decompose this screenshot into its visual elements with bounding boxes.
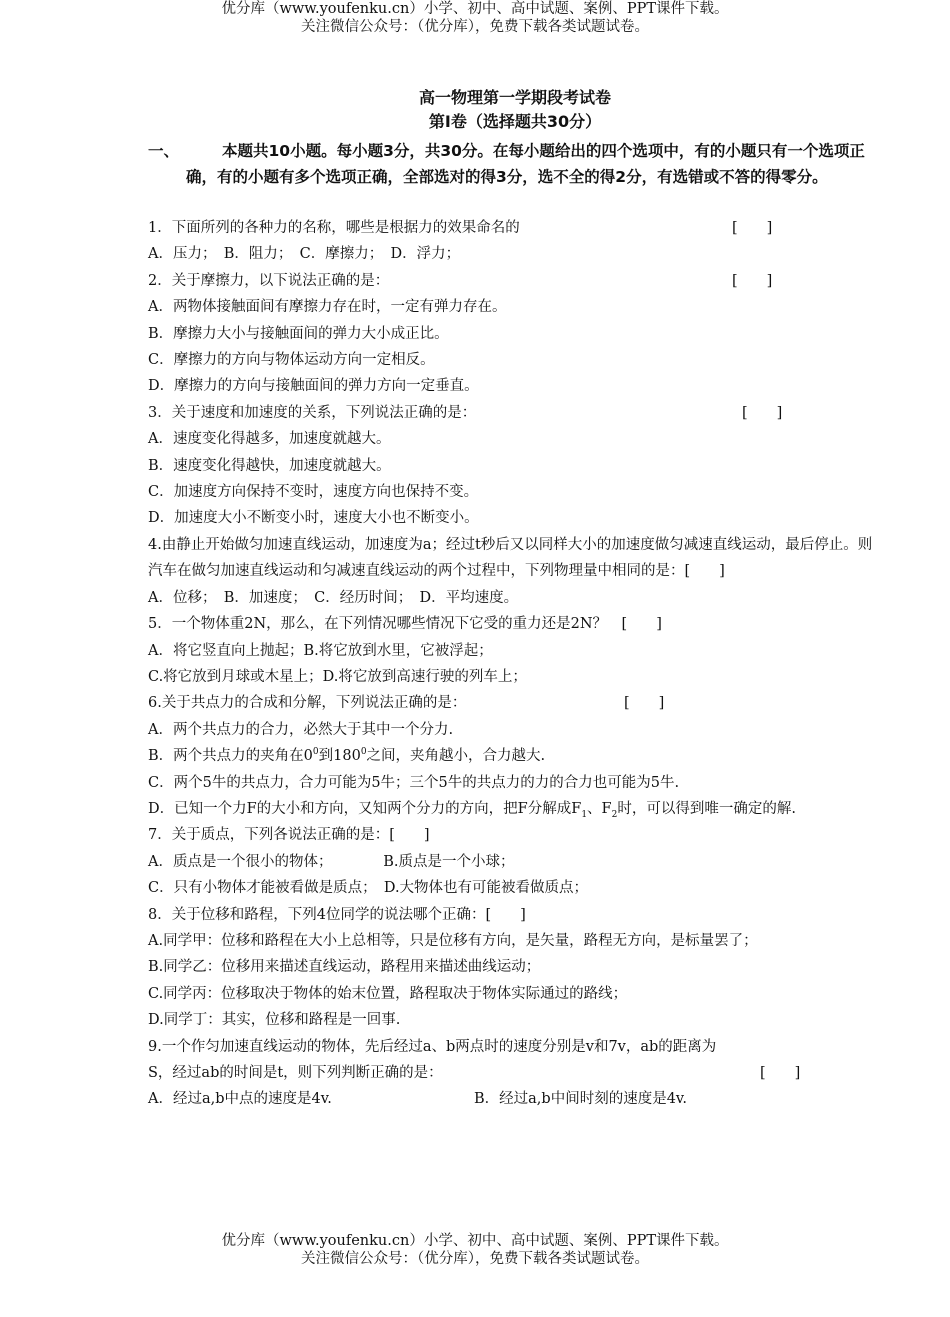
question-5-options-cd: C.将它放到月球或木星上；D.将它放到高速行驶的列车上； <box>148 668 527 685</box>
question-3-option-b: B．速度变化得越快，加速度就越大。 <box>148 457 391 474</box>
header-line-1: 优分库（www.youfenku.cn）小学、初中、高中试题、案例、PPT课件下载。 <box>221 1 729 17</box>
question-7-options-cd: C．只有小物体才能被看做是质点； D.大物体也有可能被看做质点； <box>148 880 589 897</box>
exam-title: 高一物理第一学期段考试卷 <box>418 88 611 107</box>
exam-subtitle: 第Ⅰ卷（选择题共30分） <box>428 112 602 131</box>
question-2-option-d: D．摩擦力的方向与接触面间的弹力方向一定垂直。 <box>148 378 479 395</box>
question-4-stem: 4.由静止开始做匀加速直线运动，加速度为a；经过t秒后又以同样大小的加速度做匀减速直线运动，最后停止。则汽车在做匀加速直线运动和匀减速直线运动的两个过程中，下列物理量中相同的是：[ ] <box>148 536 873 580</box>
answer-bracket: [ ] <box>624 695 665 712</box>
question-5-options-ab: A．将它竖直向上抛起；B.将它放到水里，它被浮起； <box>148 642 493 659</box>
page-header <box>0 0 950 36</box>
question-2-option-a: A．两物体接触面间有摩擦力存在时，一定有弹力存在。 <box>148 299 507 316</box>
question-2-stem: 2．关于摩擦力，以下说法正确的是： [ ] <box>148 268 878 294</box>
question-8-option-d: D.同学丁：其实，位移和路程是一回事. <box>148 1012 401 1029</box>
question-1-options: A．压力； B．阻力； C．摩擦力； D．浮力； <box>148 246 461 263</box>
footer-line-1: 优分库（www.youfenku.cn）小学、初中、高中试题、案例、PPT课件下载。 <box>221 1233 729 1249</box>
question-3-option-c: C．加速度方向保持不变时，速度方向也保持不变。 <box>148 484 479 501</box>
questions-body <box>148 215 878 1113</box>
question-6-option-b: B．两个共点力的夹角在$0^0$到$180^0$之间，夹角越小，合力越大. <box>148 747 546 765</box>
question-4-options: A．位移； B．加速度； C．经历时间； D．平均速度。 <box>148 589 519 606</box>
answer-bracket: [ ] <box>732 272 773 289</box>
question-3-stem: 3．关于速度和加速度的关系，下列说法正确的是： [ ] <box>148 400 878 426</box>
section-number: 一、 <box>148 142 180 160</box>
question-6-option-d: D．已知一个力F的大小和方向，又知两个分力的方向，把F分解成$F_1$、$F_2$时，可以得到唯一确定的解. <box>148 800 796 820</box>
question-9-options <box>148 1086 878 1112</box>
question-1-stem: 1．下面所列的各种力的名称，哪些是根据力的效果命名的 [ ] <box>148 215 878 241</box>
header-line-2: 关注微信公众号：（优分库），免费下载各类试题试卷。 <box>301 19 649 35</box>
question-3-option-d: D．加速度大小不断变小时，速度大小也不断变小。 <box>148 510 479 527</box>
question-2-option-b: B．摩擦力大小与接触面间的弹力大小成正比。 <box>148 325 449 342</box>
question-7-stem: 7．关于质点，下列各说法正确的是：[ ] <box>148 827 430 844</box>
question-9-option-b: B．经过a,b中间时刻的速度是4v. <box>474 1091 687 1108</box>
section-instructions-text: 本题共10小题。每小题3分，共30分。在每小题给出的四个选项中，有的小题只有一个选项正确，有的小题有多个选项正确，全部选对的得3分，选不全的得2分，有选错或不答的得零分。 <box>186 142 865 186</box>
answer-bracket: [ ] <box>732 220 773 236</box>
question-8-stem: 8．关于位移和路程，下列4位同学的说法哪个正确：[ ] <box>148 906 526 923</box>
question-6-stem: 6.关于共点力的合成和分解，下列说法正确的是： [ ] <box>148 690 878 716</box>
question-3-option-a: A．速度变化得越多，加速度就越大。 <box>148 431 391 448</box>
answer-bracket: [ ] <box>760 1065 801 1081</box>
question-8-option-c: C.同学丙：位移取决于物体的始末位置，路程取决于物体实际通过的路线； <box>148 985 628 1002</box>
question-6-option-c: C．两个5牛的共点力，合力可能为5牛；三个5牛的共点力的力的合力也可能为5牛. <box>148 774 680 791</box>
question-7-options-ab: A．质点是一个很小的物体； B.质点是一个小球； <box>148 853 515 870</box>
answer-bracket: [ ] <box>742 404 783 421</box>
footer-line-2: 关注微信公众号：（优分库），免费下载各类试题试卷。 <box>301 1251 649 1267</box>
question-8-option-b: B.同学乙：位移用来描述直线运动，路程用来描述曲线运动； <box>148 959 541 976</box>
page-footer <box>0 1232 950 1268</box>
question-9-option-a: A．经过a,b中点的速度是4v. <box>148 1091 332 1108</box>
question-9-stem-line-1: 9.一个作匀加速直线运动的物体，先后经过a、b两点时的速度分别是v和7v，ab的距离为 <box>148 1038 717 1055</box>
question-9-stem-line-2: S，经过ab的时间是t，则下列判断正确的是： [ ] <box>148 1060 878 1086</box>
section-instructions <box>148 138 880 190</box>
question-6-option-a: A．两个共点力的合力，必然大于其中一个分力. <box>148 721 454 738</box>
question-2-option-c: C．摩擦力的方向与物体运动方向一定相反。 <box>148 352 435 369</box>
question-8-option-a: A.同学甲：位移和路程在大小上总相等，只是位移有方向，是矢量，路程无方向，是标量罢了； <box>148 932 758 949</box>
question-5-stem: 5．一个物体重2N，那么，在下列情况哪些情况下它受的重力还是2N？ [ ] <box>148 616 662 633</box>
